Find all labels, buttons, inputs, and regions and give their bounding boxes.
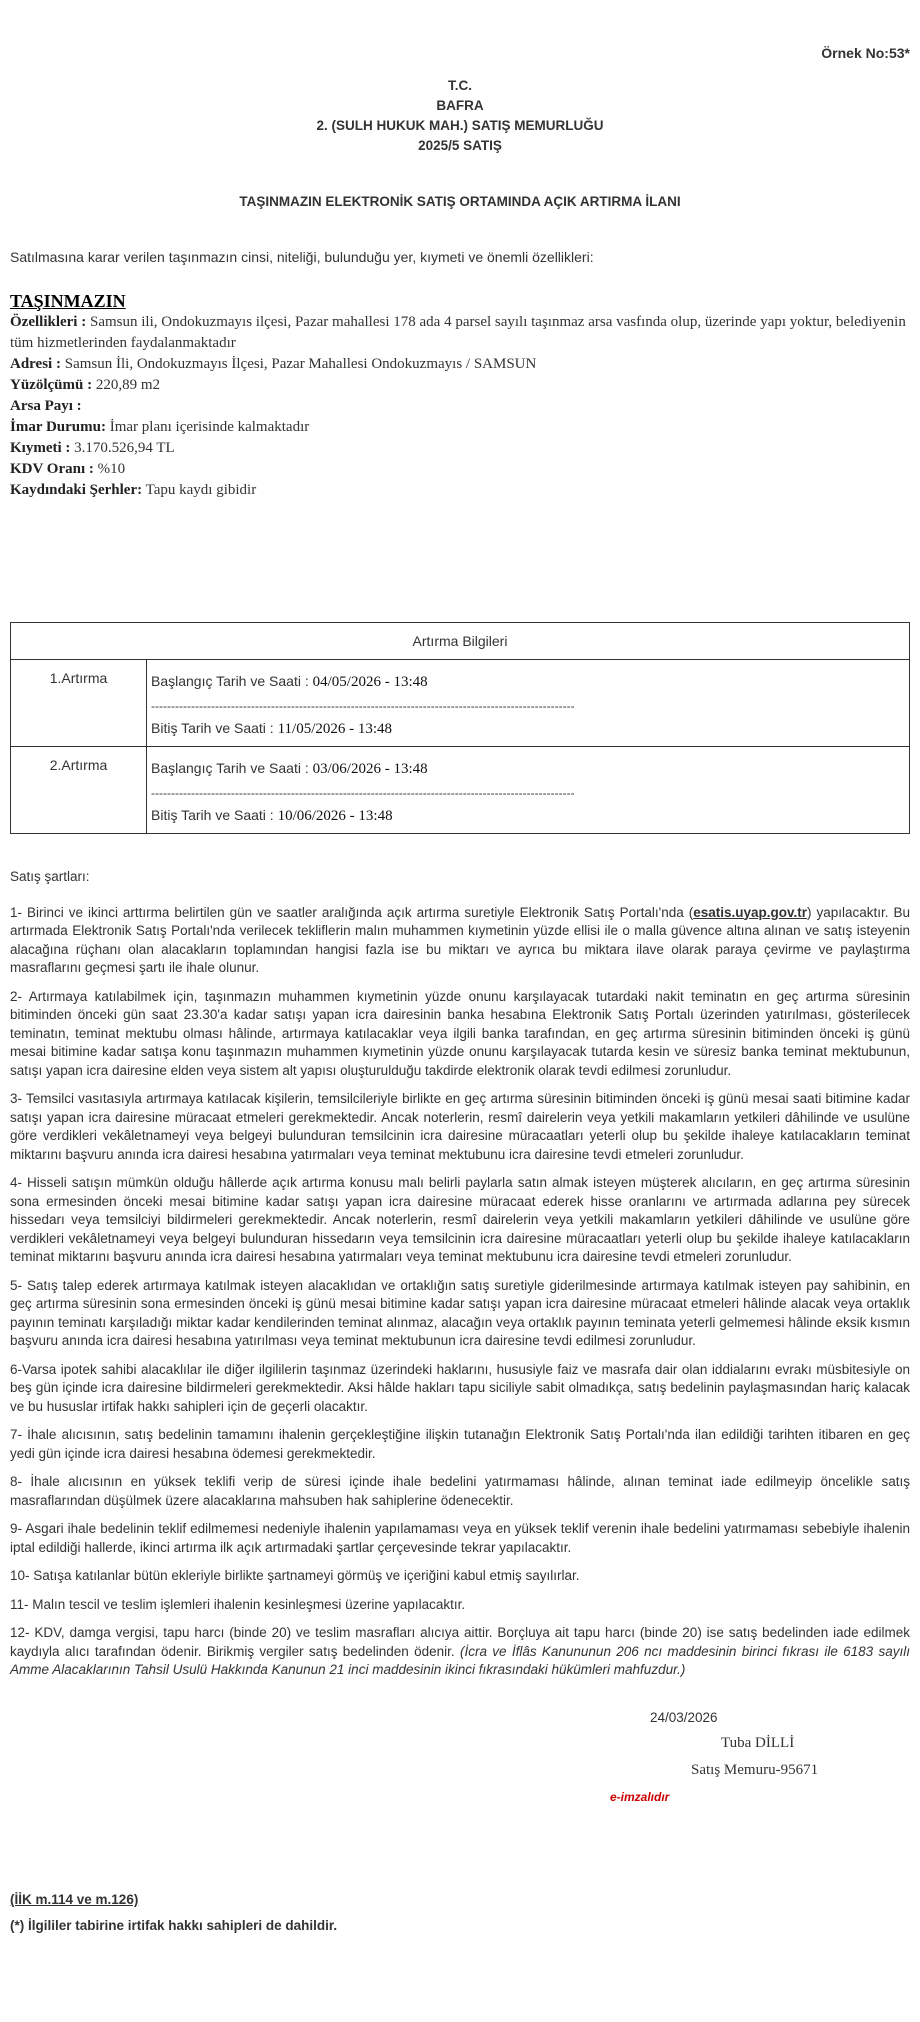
condition-7: 7- İhale alıcısının, satış bedelinin tamamını ihalenin gerçekleştiğine ilişkin tutanağın Elektronik Satış Portalı'nda ilan edildiği tarihten itibaren en geç yedi gün içinde icra dairesi hesabına ödemesi gerekmektedir.	[10, 1427, 910, 1461]
header-line-file-no: 2025/5 SATIŞ	[418, 138, 502, 153]
header-line-office: 2. (SULH HUKUK MAH.) SATIŞ MEMURLUĞU	[316, 118, 604, 133]
condition-3: 3- Temsilci vasıtasıyla artırmaya katılacak kişilerin, temsilcileriyle birlikte en geç artırma süresinin bitiminden önceki iş günü mesai saati bitimine kadar satışı yapan icra dairesine müracaat etmeleri gerekmektedir. Ancak noterlerin, resmî dairelerin veya yetkili makamların yetkileri dâhilinde ve usulüne göre verdikleri vekâletnameyi veya belgeyi bulunduran temsilcinin icra dairesine müracaatları yeterli olup bu şekilde ihaleye katılacakların teminat miktarını başvuru anında icra dairesi hesabına yatırmaları veya teminat mektubunu icra dairesine tevdi etmeleri zorunludur.	[10, 1091, 910, 1162]
auction-name: 1.Artırma	[11, 660, 147, 747]
signature-date: 24/03/2026	[650, 1710, 718, 1725]
condition-11: 11- Malın tescil ve teslim işlemleri ihalenin kesinleşmesi üzerine yapılacaktır.	[10, 1596, 466, 1612]
property-land-share: Arsa Payı :	[10, 398, 82, 414]
separator-dashes: ----------------------------------------------------------------------------------------------------------	[151, 786, 575, 800]
signer-name: Tuba DİLLİ	[721, 1735, 795, 1751]
property-zoning: İmar Durumu: İmar planı içerisinde kalmaktadır	[10, 419, 310, 435]
property-address: Adresi : Samsun İli, Ondokuzmayıs İlçesi, Pazar Mahallesi Ondokuzmayıs / SAMSUN	[10, 356, 537, 372]
e-signature-mark: e-imzalıdır	[610, 1790, 670, 1804]
conditions-heading: Satış şartları:	[10, 869, 90, 884]
condition-1: 1- Birinci ve ikinci arttırma belirtilen gün ve saatler aralığında açık artırma suretiyle Elektronik Satış Portalı'nda (esatis.uyap.gov.tr) yapılacaktır. Bu artırmada Elektronik Satış Portalı'nda verilecek tekliflerin malın muhammen kıymetinin yüzde ellisi ile o malla güvence altına alınan ve satış isteyenin alacağına rüçhanı olan alacakların toplamından hangisi fazla ise bu miktarı ve ayrıca bu miktara ilave olarak paraya çevirme ve paylaştırma masraflarını geçmesi şartı ile ihale olunur.	[10, 904, 910, 975]
header-line-city: BAFRA	[436, 98, 484, 113]
property-value: Kıymeti : 3.170.526,94 TL	[10, 440, 175, 456]
property-annotations: Kaydındaki Şerhler: Tapu kaydı gibidir	[10, 482, 257, 498]
auction-start: Başlangıç Tarih ve Saati : 04/05/2026 - 13:48	[151, 673, 428, 690]
condition-5: 5- Satış talep ederek artırmaya katılmak isteyen alacaklıdan ve ortaklığın satış suretiyle giderilmesinde artırmaya katılmak isteyen pay sahibinin, en geç artırma süresinin sona ermesinden önceki iş günü mesai bitimine kadar satışı yapan icra dairesine müracaat etmeleri hâlinde alacak veya ortaklık payının teminatı karşıladığı miktar kadar kendilerinden teminat alınmaz, alacağın veya ortaklık payının teminata yeterli gelmemesi hâlinde eksik kısmın başvuru anında icra dairesi hesabına yatırılması veya teminat mektubunun icra dairesine tevdi edilmesi zorunludur.	[10, 1277, 910, 1348]
condition-4: 4- Hisseli satışın mümkün olduğu hâllerde açık artırma konusu malı belirli paylarla satın almak isteyen müşterek alıcıların, en geç artırma süresinin sona ermesinden önceki mesai bitimine kadar satışı yapan icra dairesine müracaat ederek hisse oranlarını ve artırmada adlarına pey sürecek hissedarı veya temsilciyi bildirmeleri gerekmektedir. Ancak noterlerin, resmî dairelerin veya yetkili makamların yetkileri dâhilinde ve usulüne göre verdikleri vekâletnameyi veya belgeyi bulunduran hissedarın veya temsilcinin icra dairesine müracaatları yeterli olup bu şekilde ihaleye katılacakların teminat miktarını başvuru anında icra dairesi hesabına yatırmaları veya teminat mektubunu icra dairesine tevdi etmeleri zorunludur.	[10, 1175, 910, 1264]
property-features: Özellikleri : Samsun ili, Ondokuzmayıs ilçesi, Pazar mahallesi 178 ada 4 parsel sayılı taşınmaz arsa vasfında olup, üzerinde yapı yoktur, belediyenin tüm hizmetlerinden faydalanmaktadır	[10, 314, 906, 351]
condition-2: 2- Artırmaya katılabilmek için, taşınmazın muhammen kıymetinin yüzde onunu karşılayacak tutardaki nakit teminatın en geç artırma süresinin bitiminden önceki gün saat 23.30'a kadar satışı yapan icra dairesinin banka hesabına Elektronik Satış Portalı üzerinden yatırılması, gösterilecek teminatın, teminat mektubu olması hâlinde, artırmaya katılacaklar veya ilgili banka tarafından, en geç artırma süresinin bitiminden önceki iş günü mesai bitimine kadar satışa konu taşınmazın muhammen kıymetinin yüzde onunu karşılayacak tutarda kesin ve süresiz banka teminat mektubunun, satışı yapan icra dairesine elden veya sistem alt yapısı oluşturulduğu takdirde elektronik olarak tevdi edilmesi zorunludur.	[10, 988, 910, 1078]
ornek-no: Örnek No:53*	[821, 45, 910, 61]
page-title: TAŞINMAZIN ELEKTRONİK SATIŞ ORTAMINDA AÇIK ARTIRMA İLANI	[239, 194, 681, 209]
condition-6: 6-Varsa ipotek sahibi alacaklılar ile diğer ilgililerin taşınmaz üzerindeki haklarını, hususiyle faiz ve masrafa dair olan iddialarını evrakı müsbitesiyle on beş gün içinde icra dairesine bildirmeleri gerekmektedir. Aksi hâlde hakları tapu siciliyle sabit olmadıkça, satış bedelinin paylaşmasından hariç kalacak ve bu hususlar irtifak hakkı sahipleri için de geçerli olacaktır.	[10, 1361, 910, 1414]
footer-notes	[10, 1887, 337, 1939]
auction-end: Bitiş Tarih ve Saati : 11/05/2026 - 13:48	[151, 720, 393, 737]
intro-text: Satılmasına karar verilen taşınmazın cinsi, niteliği, bulunduğu yer, kıymeti ve önemli özellikleri:	[10, 249, 594, 265]
separator-dashes: ----------------------------------------------------------------------------------------------------------	[151, 699, 575, 713]
auction-end: Bitiş Tarih ve Saati : 10/06/2026 - 13:48	[151, 807, 393, 824]
property-details	[10, 290, 910, 501]
signer-role: Satış Memuru-95671	[691, 1762, 819, 1778]
header-block	[10, 76, 910, 156]
auction-table-header: Artırma Bilgileri	[11, 623, 910, 660]
header-line-tc: T.C.	[447, 78, 472, 93]
property-area: Yüzölçümü : 220,89 m2	[10, 377, 161, 393]
auction-name: 2.Artırma	[11, 747, 147, 834]
law-reference: (İİK m.114 ve m.126)	[10, 1892, 139, 1907]
condition-8: 8- İhale alıcısının en yüksek teklifi verip de süresi içinde ihale bedelini yatırmaması hâlinde, alınan teminat iade edilmeyip öncelikle satış masraflarından düşülmek üzere alacaklarına mahsuben hak sahiplerine ödenecektir.	[10, 1474, 910, 1508]
property-vat: KDV Oranı : %10	[10, 461, 126, 477]
table-row	[11, 747, 910, 834]
table-row	[11, 660, 910, 747]
sale-conditions	[10, 868, 910, 1690]
condition-9: 9- Asgari ihale bedelinin teklif edilmemesi nedeniyle ihalenin yapılamaması veya en yüksek teklif verenin ihale bedelini yatırmaması sebebiyle ihalenin iptal edildiği hallerde, ikinci artırma ilk açık artırmadaki şartlar çerçevesinde tekrar yapılacaktır.	[10, 1521, 910, 1555]
footnote: (*) İlgililer tabirine irtifak hakkı sahipleri de dahildir.	[10, 1918, 338, 1933]
auction-start: Başlangıç Tarih ve Saati : 03/06/2026 - 13:48	[151, 760, 428, 777]
property-heading: TAŞINMAZIN	[10, 291, 126, 311]
condition-12: 12- KDV, damga vergisi, tapu harcı (binde 20) ve teslim masrafları alıcıya aittir. Borçluya ait tapu harcı (binde 20) ise satış bedelinden iade edilmek kaydıyla alıcı tarafından ödenir. Birikmiş vergiler satış bedelinden ödenir. (İcra ve İflâs Kanununun 206 ncı maddesinin birinci fıkrası ile 6183 sayılı Amme Alacaklarının Tahsil Usulü Hakkında Kanunun 21 inci maddesinin ikinci fıkrasındaki hükümleri mahfuzdur.)	[10, 1625, 911, 1677]
condition-10: 10- Satışa katılanlar bütün ekleriyle birlikte şartnameyi görmüş ve içeriğini kabul etmiş sayılırlar.	[10, 1568, 580, 1583]
auction-table	[10, 622, 910, 834]
esatis-link[interactable]: esatis.uyap.gov.tr	[693, 904, 807, 920]
